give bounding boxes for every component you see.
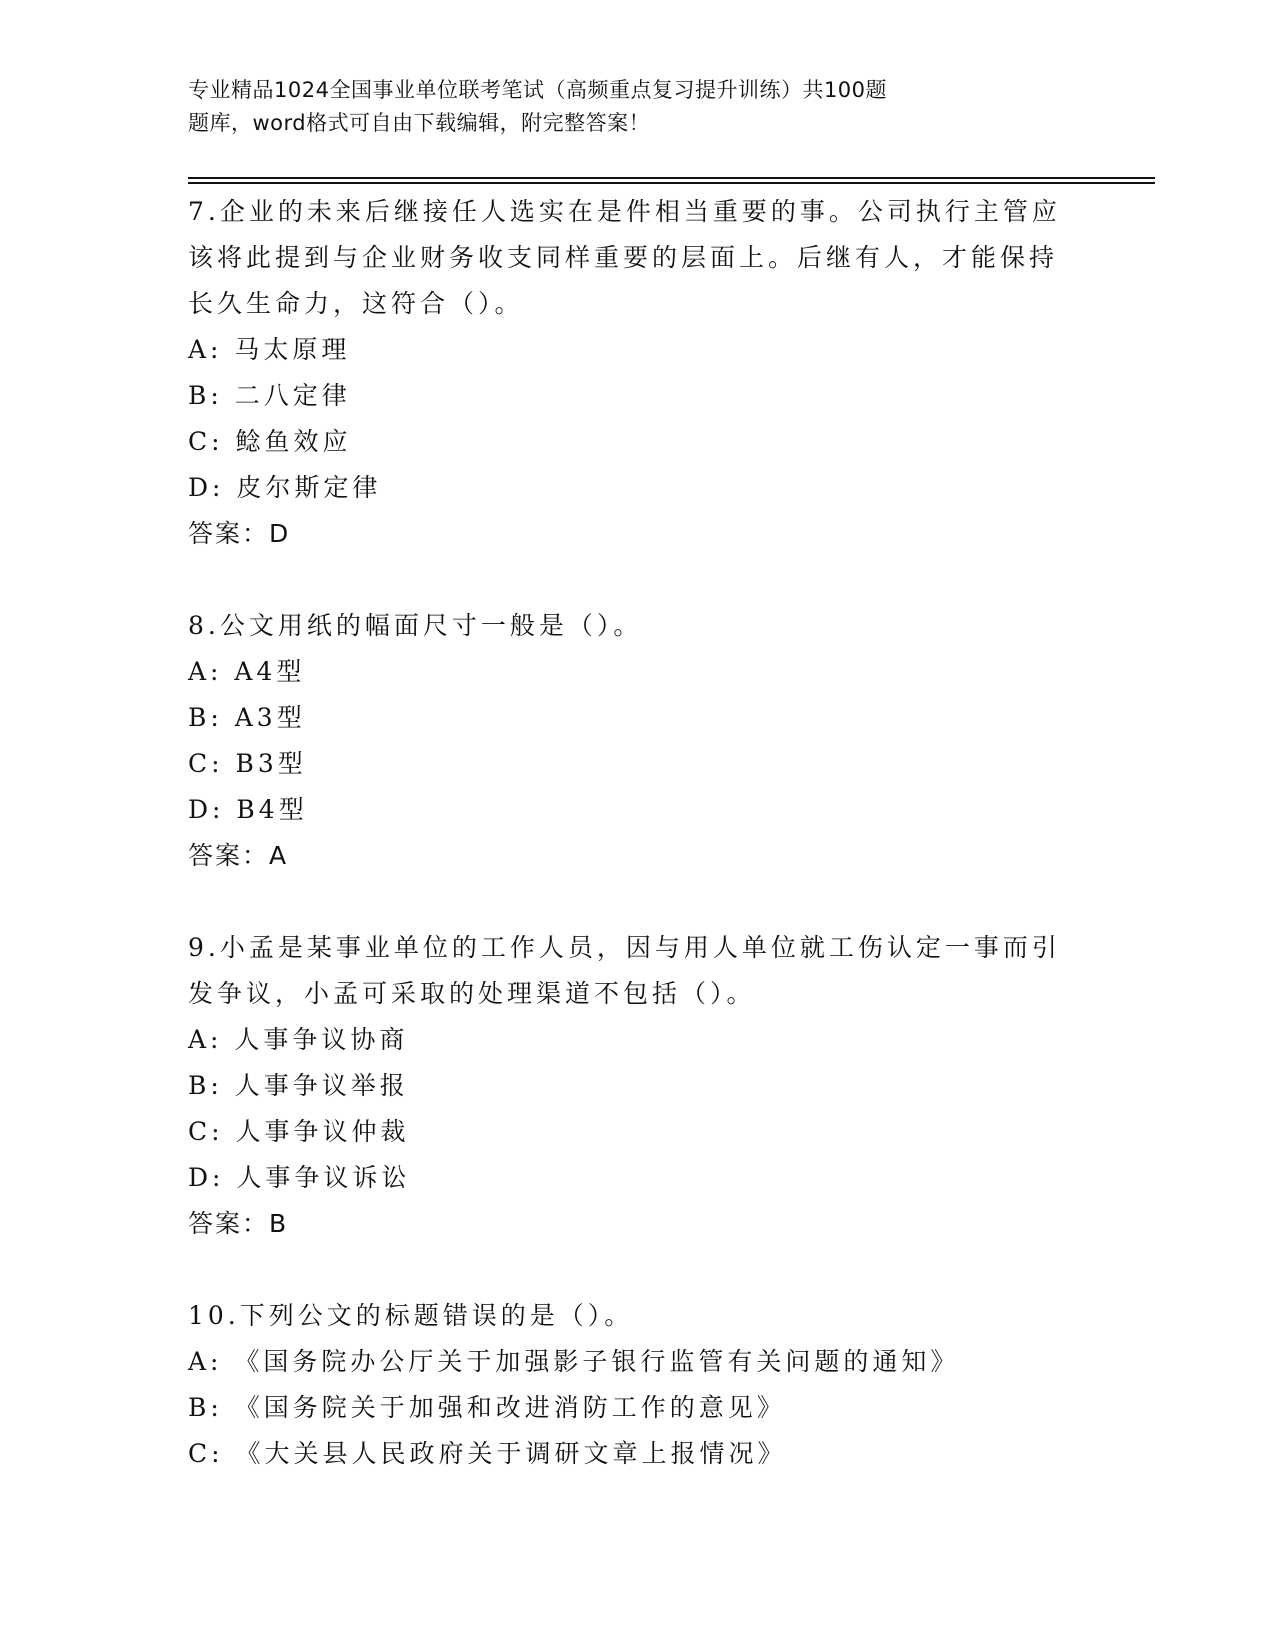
spacer <box>188 557 1148 603</box>
option-a: A: A4型 <box>188 657 306 686</box>
question-text: 8.公文用纸的幅面尺寸一般是（）。 <box>188 611 643 640</box>
option-c: C: 人事争议仲裁 <box>188 1117 410 1146</box>
option-c: C: 《大关县人民政府关于调研文章上报情况》 <box>188 1439 787 1468</box>
header-line-1: 专业精品1024全国事业单位联考笔试（高频重点复习提升训练）共100题 <box>188 78 888 102</box>
answer-line: 答案：B <box>188 1209 289 1238</box>
question-text: 发争议，小孟可采取的处理渠道不包括（）。 <box>188 979 756 1008</box>
question-text: 9.小孟是某事业单位的工作人员，因与用人单位就工伤认定一事而引 <box>188 933 1061 962</box>
answer-line: 答案：A <box>188 841 289 870</box>
option-b: B: 人事争议举报 <box>188 1071 409 1100</box>
question-block <box>188 1293 1148 1477</box>
question-block <box>188 925 1148 1247</box>
question-text: 7.企业的未来后继接任人选实在是件相当重要的事。公司执行主管应 <box>188 197 1061 226</box>
header-divider-bottom <box>188 182 1155 184</box>
answer-line: 答案：D <box>188 519 291 548</box>
document-header <box>188 74 1068 140</box>
option-d: D: 皮尔斯定律 <box>188 473 382 502</box>
question-text: 该将此提到与企业财务收支同样重要的层面上。后继有人，才能保持 <box>188 243 1059 272</box>
option-c: C: B3型 <box>188 749 307 778</box>
option-b: B: 《国务院关于加强和改进消防工作的意见》 <box>188 1393 786 1422</box>
option-d: D: 人事争议诉讼 <box>188 1163 411 1192</box>
question-text: 长久生命力，这符合（）。 <box>188 289 524 318</box>
option-c: C: 鲶鱼效应 <box>188 427 352 456</box>
option-a: A: 马太原理 <box>188 335 351 364</box>
option-d: D: B4型 <box>188 795 308 824</box>
question-list <box>188 189 1148 1477</box>
option-a: A: 《国务院办公厅关于加强影子银行监管有关问题的通知》 <box>188 1347 960 1376</box>
question-block <box>188 603 1148 879</box>
spacer <box>188 1247 1148 1293</box>
question-block <box>188 189 1148 557</box>
header-line-2: 题库，word格式可自由下载编辑，附完整答案！ <box>188 111 651 135</box>
spacer <box>188 879 1148 925</box>
option-b: B: A3型 <box>188 703 306 732</box>
option-b: B: 二八定律 <box>188 381 351 410</box>
header-divider-top <box>188 177 1155 179</box>
question-text: 10.下列公文的标题错误的是（）。 <box>188 1301 634 1330</box>
option-a: A: 人事争议协商 <box>188 1025 409 1054</box>
